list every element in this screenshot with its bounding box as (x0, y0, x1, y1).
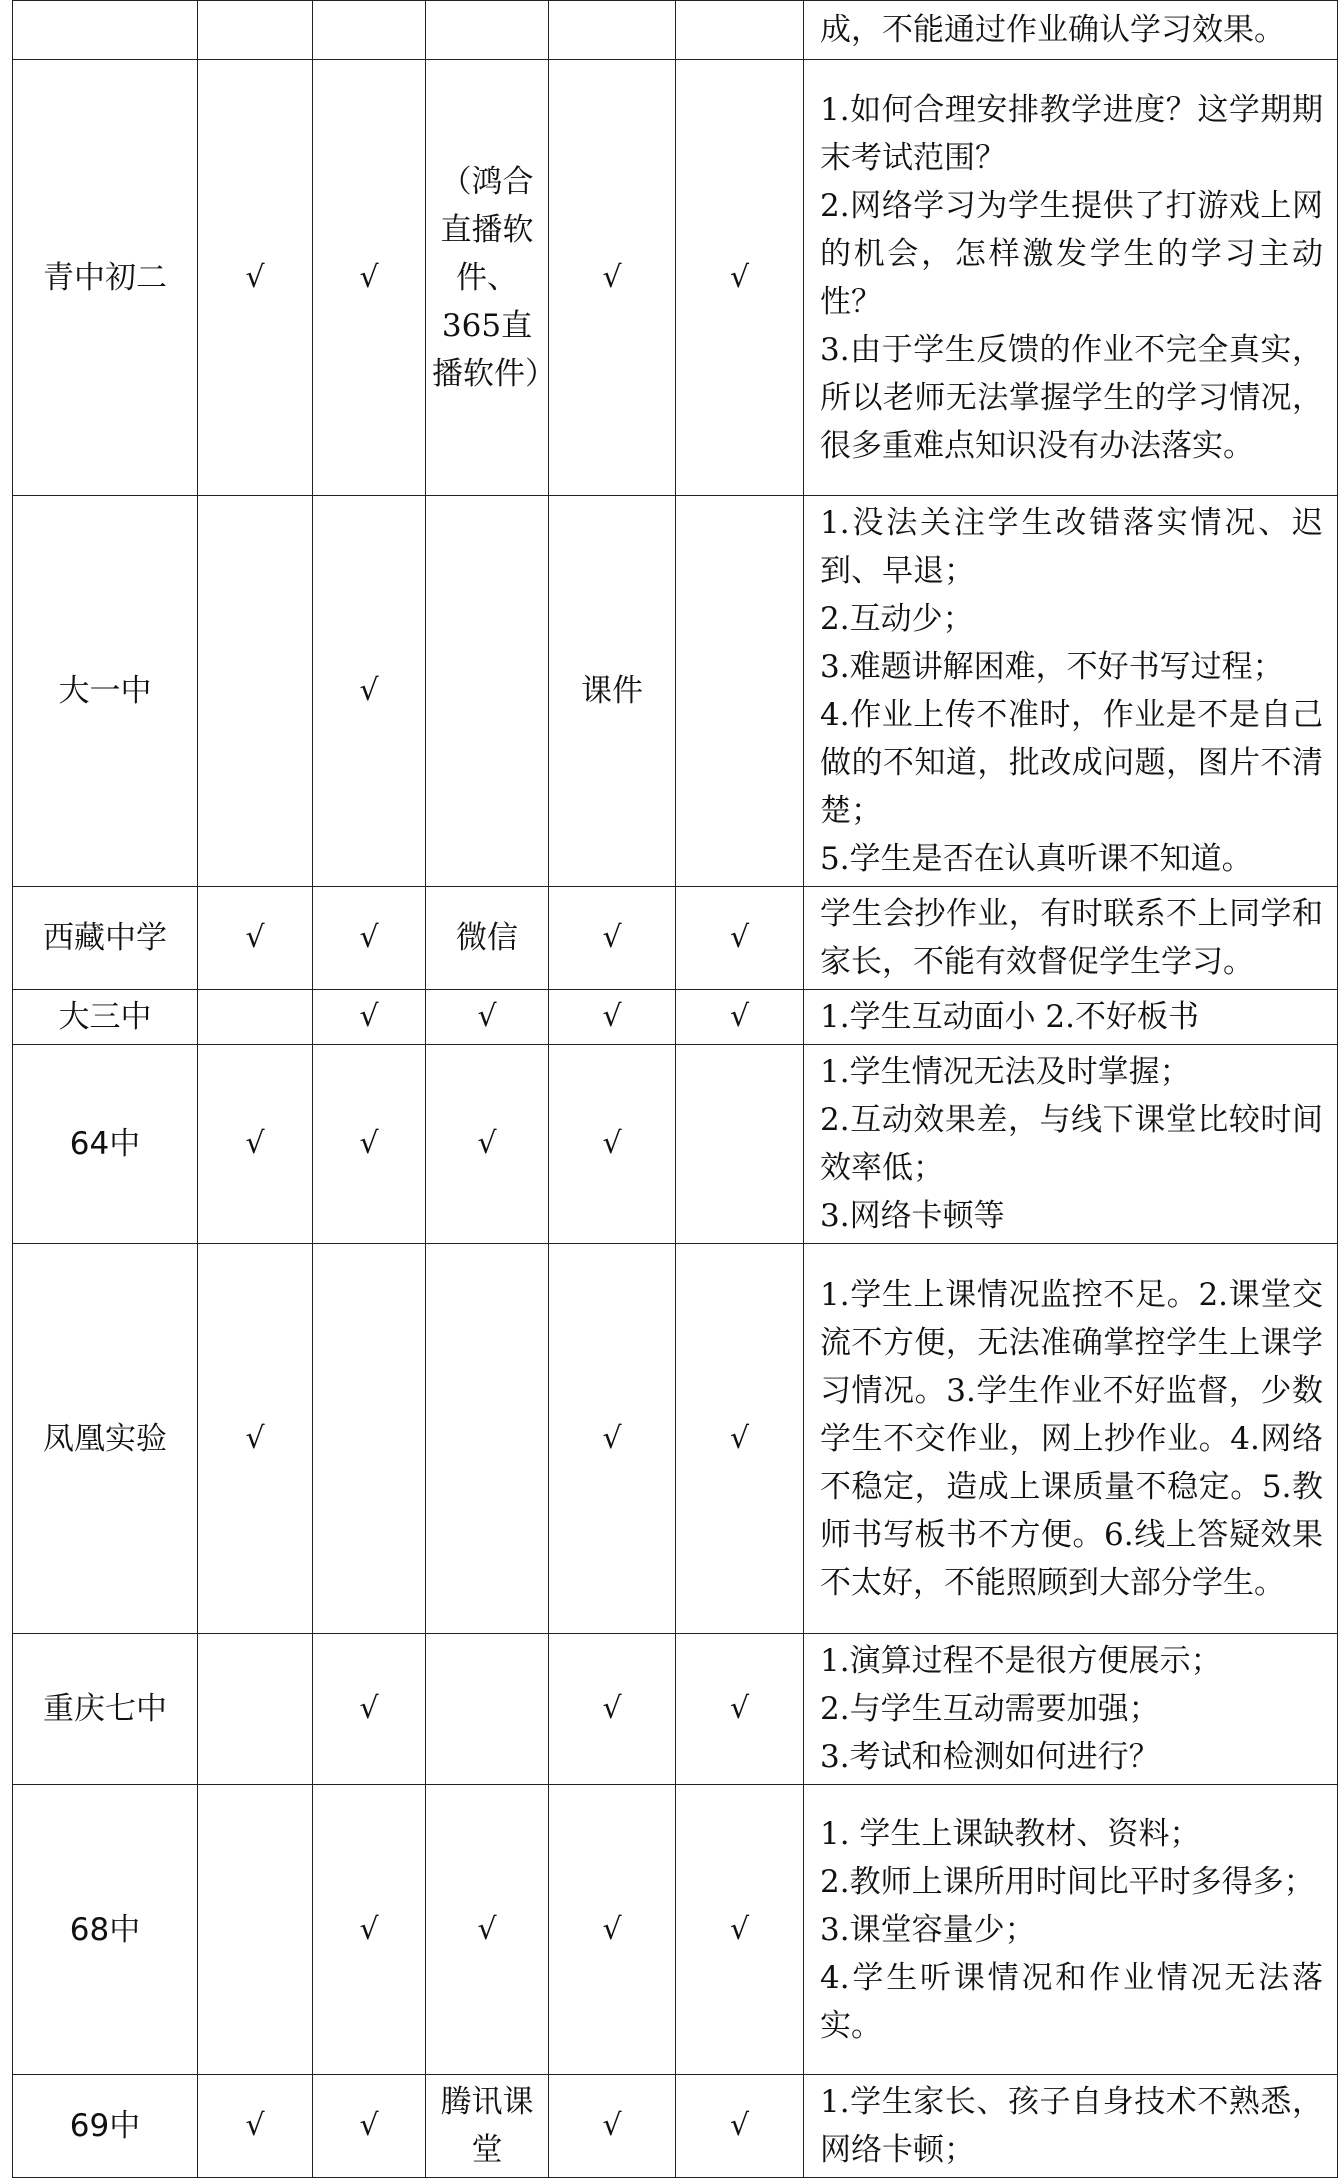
cell-col2 (313, 1244, 426, 1634)
cell-col5: √ (676, 2075, 804, 2178)
cell-col2: √ (313, 990, 426, 1045)
issues-cell (804, 60, 1338, 496)
issues-cell (804, 1785, 1338, 2075)
cell-col2 (313, 1, 426, 60)
cell-col3 (426, 496, 549, 887)
table-row (13, 887, 1338, 990)
issue-line: 成，不能通过作业确认学习效果。 (820, 12, 1285, 48)
cell-col1: √ (198, 1045, 313, 1244)
school-name: 青中初二 (13, 60, 198, 496)
cell-col3: 腾讯课堂 (426, 2075, 549, 2178)
issues-cell (804, 496, 1338, 887)
cell-col5: √ (676, 990, 804, 1045)
issues-cell (804, 2075, 1338, 2178)
cell-col5 (676, 1, 804, 60)
issue-line: 2.教师上课所用时间比平时多得多； (820, 1863, 1315, 1900)
school-name (13, 1, 198, 60)
cell-col4: √ (549, 60, 676, 496)
table-row (13, 1, 1338, 60)
issue-line: 1.学生家长、孩子自身技术不熟悉，网络卡顿； (820, 2084, 1323, 2168)
cell-col3: 微信 (426, 887, 549, 990)
cell-col5: √ (676, 1244, 804, 1634)
school-name: 凤凰实验 (13, 1244, 198, 1634)
issue-line: 1. 学生上课缺教材、资料； (820, 1815, 1201, 1852)
issue-line: 1.学生互动面小 2.不好板书 (820, 999, 1200, 1035)
issue-line: 3.难题讲解困难，不好书写过程； (820, 649, 1284, 685)
issue-line: 3.考试和检测如何进行？ (820, 1739, 1160, 1775)
table-row (13, 1634, 1338, 1785)
issue-line: 4.学生听课情况和作业情况无法落实。 (820, 1959, 1323, 2044)
cell-col2: √ (313, 496, 426, 887)
cell-col1: √ (198, 1244, 313, 1634)
issues-cell (804, 990, 1338, 1045)
cell-col2: √ (313, 60, 426, 496)
issue-line: 5.学生是否在认真听课不知道。 (820, 841, 1253, 877)
cell-col4: √ (549, 2075, 676, 2178)
cell-col4: √ (549, 1045, 676, 1244)
issues-cell (804, 1, 1338, 60)
cell-col3: √ (426, 990, 549, 1045)
cell-col3: √ (426, 1785, 549, 2075)
school-name: 69中 (13, 2075, 198, 2178)
cell-col3 (426, 1244, 549, 1634)
issues-cell (804, 887, 1338, 990)
cell-col1: √ (198, 887, 313, 990)
issue-line: 1.演算过程不是很方便展示； (820, 1643, 1222, 1679)
school-name: 68中 (13, 1785, 198, 2075)
cell-col1 (198, 496, 313, 887)
issue-line: 1.如何合理安排教学进度？这学期期末考试范围？ (820, 91, 1323, 176)
cell-col5: √ (676, 887, 804, 990)
issue-line: 3.课堂容量少； (820, 1911, 1036, 1948)
cell-col5: √ (676, 60, 804, 496)
cell-col3 (426, 1634, 549, 1785)
table-row (13, 990, 1338, 1045)
issue-line: 3.由于学生反馈的作业不完全真实，所以老师无法掌握学生的学习情况，很多重难点知识没有办法落实。 (820, 331, 1323, 464)
cell-col5 (676, 496, 804, 887)
cell-col2: √ (313, 2075, 426, 2178)
school-name: 重庆七中 (13, 1634, 198, 1785)
cell-col3: （鸿合直播软件、365直播软件） (426, 60, 549, 496)
issue-line: 2.与学生互动需要加强； (820, 1691, 1160, 1727)
table-row (13, 496, 1338, 887)
issue-line: 2.互动少； (820, 601, 974, 637)
table-row (13, 2075, 1338, 2178)
cell-col3: √ (426, 1045, 549, 1244)
issue-line: 1.学生情况无法及时掌握； (820, 1054, 1191, 1090)
table-row (13, 1045, 1338, 1244)
table-row (13, 1244, 1338, 1634)
table-row (13, 60, 1338, 496)
issue-line: 1.没法关注学生改错落实情况、迟到、早退； (820, 505, 1323, 589)
cell-col1: √ (198, 60, 313, 496)
cell-col4: √ (549, 1244, 676, 1634)
cell-col4 (549, 1, 676, 60)
issue-line: 4.作业上传不准时，作业是不是自己做的不知道，批改成问题，图片不清楚； (820, 697, 1323, 829)
cell-col3 (426, 1, 549, 60)
cell-col1 (198, 1785, 313, 2075)
cell-col2: √ (313, 1785, 426, 2075)
cell-col4: √ (549, 990, 676, 1045)
cell-col5: √ (676, 1634, 804, 1785)
issue-line: 1.学生上课情况监控不足。2.课堂交流不方便，无法准确掌控学生上课学习情况。3.学生作业不好监督，少数学生不交作业，网上抄作业。4.网络不稳定，造成上课质量不稳定。5.教师书写板书不方便。6.线上答疑效果不太好，不能照顾到大部分学生。 (820, 1276, 1323, 1601)
school-name: 大一中 (13, 496, 198, 887)
cell-col4: 课件 (549, 496, 676, 887)
issues-cell (804, 1244, 1338, 1634)
table-row (13, 1785, 1338, 2075)
cell-col1 (198, 990, 313, 1045)
cell-col1 (198, 1, 313, 60)
school-name: 大三中 (13, 990, 198, 1045)
issue-line: 2.网络学习为学生提供了打游戏上网的机会，怎样激发学生的学习主动性？ (820, 187, 1323, 320)
school-name: 64中 (13, 1045, 198, 1244)
survey-table (12, 0, 1338, 2178)
cell-col5 (676, 1045, 804, 1244)
cell-col5: √ (676, 1785, 804, 2075)
issue-line: 学生会抄作业，有时联系不上同学和家长，不能有效督促学生学习。 (820, 896, 1323, 980)
issues-cell (804, 1045, 1338, 1244)
cell-col1: √ (198, 2075, 313, 2178)
issues-cell (804, 1634, 1338, 1785)
cell-col2: √ (313, 887, 426, 990)
cell-col4: √ (549, 1634, 676, 1785)
issue-line: 3.网络卡顿等 (820, 1198, 1005, 1234)
cell-col2: √ (313, 1045, 426, 1244)
cell-col4: √ (549, 887, 676, 990)
cell-col1 (198, 1634, 313, 1785)
cell-col2: √ (313, 1634, 426, 1785)
issue-line: 2.互动效果差，与线下课堂比较时间效率低； (820, 1102, 1323, 1186)
school-name: 西藏中学 (13, 887, 198, 990)
cell-col4: √ (549, 1785, 676, 2075)
